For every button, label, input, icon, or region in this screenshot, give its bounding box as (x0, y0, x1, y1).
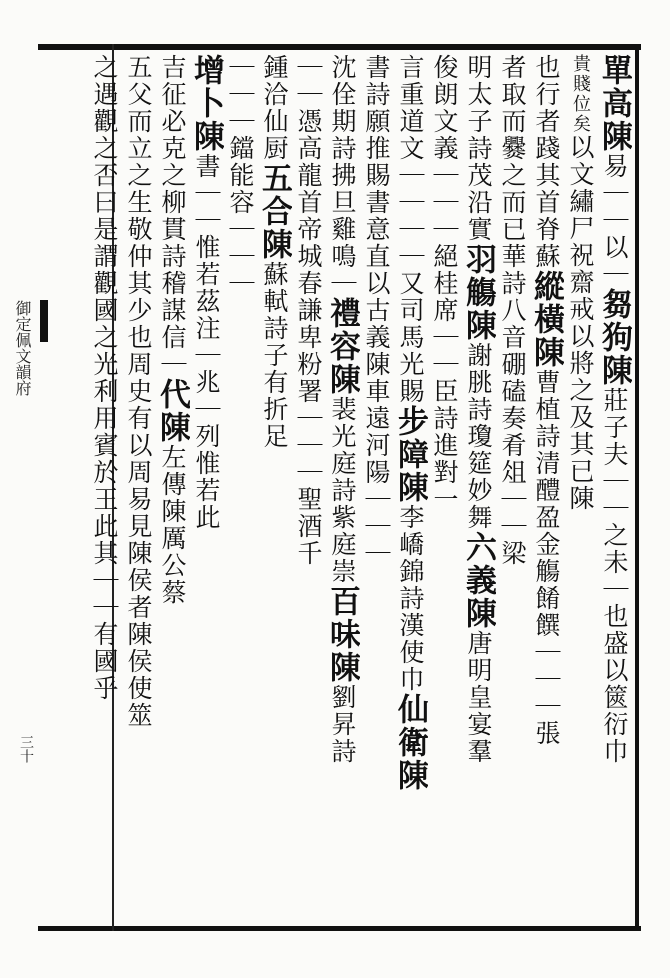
entry-text: 蘇軾詩子有折足 (260, 261, 289, 450)
entry-text: 易｜｜以 (600, 153, 629, 261)
entry-text: 左傳陳厲公蔡 (158, 444, 187, 606)
entry-text: 俊朗文義｜｜｜ (430, 54, 459, 243)
entry-text: 李嶠錦詩漢使巾 (396, 504, 425, 693)
entry-text: 言重道文｜｜｜｜又司馬光賜 (396, 54, 425, 405)
entry-text: 明太子詩茂沿實 (464, 54, 493, 243)
text-column (562, 54, 598, 922)
entry-text: 曹植詩清醴盈金觴餚饌｜｜｜張 (532, 369, 561, 747)
entry-text: 絕桂席｜｜ (430, 243, 459, 378)
entry-text: 者取而爨之而已 (498, 54, 527, 243)
entry-text: 臣詩進對一 (430, 378, 459, 513)
text-column (596, 54, 632, 922)
entry-text: 吉征必克之柳貫詩稽謀信｜ (158, 54, 187, 378)
entry-text: 劉昇詩 (328, 684, 357, 765)
entry-text: 之遇觀之否曰是謂觀國之光利用賓於王此其｜｜有國乎 (90, 54, 119, 702)
entry-heading: 代陳 (154, 378, 190, 444)
text-column (358, 54, 394, 922)
entry-text: 華詩八音硼磕奏肴俎｜｜梁 (498, 243, 527, 567)
entry-text: 裴光庭詩紫庭崇 (328, 396, 357, 585)
entry-heading: 縱橫陳 (528, 270, 564, 369)
entry-text: 書｜｜惟若茲注｜兆｜列惟若此 (192, 153, 221, 531)
entry-text: 書詩願推賜書意直以古義陳 (362, 54, 391, 378)
text-column (222, 54, 258, 922)
entry-heading: 羽觴陳 (460, 243, 496, 342)
right-border-rule (635, 44, 639, 931)
entry-heading: 增卜陳 (188, 54, 224, 153)
entry-text: 車遠河陽｜｜｜ (362, 378, 391, 567)
text-column (290, 54, 326, 922)
entry-text: 謝朓詩瓊筵妙舞 (464, 342, 493, 531)
text-column (154, 54, 190, 922)
entry-text: 沈佺期詩拂旦雞鳴｜ (328, 54, 357, 297)
page-number: 三十 (18, 735, 34, 763)
text-column (188, 54, 224, 922)
entry-heading: 步障陳 (392, 405, 428, 504)
margin-title: 御定佩文韻府 (13, 300, 32, 396)
entry-text: 鐺能容｜｜｜ (226, 135, 255, 297)
entry-heading: 芻狗陳 (596, 288, 632, 387)
entry-text: 五父而立之生敬仲其少也周史有以周易見陳侯者陳侯使筮 (124, 54, 153, 729)
entry-heading: 六義陳 (460, 531, 496, 630)
entry-text: 莊子夫｜｜之未｜也盛以篋衍巾 (600, 387, 629, 765)
entry-text: 聖酒千 (294, 486, 323, 567)
entry-text: 也行者踐其首脊蘇 (532, 54, 561, 270)
entry-text: 謙卑粉署｜｜｜ (294, 297, 323, 486)
entry-heading: 仙衛陳 (392, 693, 428, 792)
entry-heading: 禮容陳 (324, 297, 360, 396)
bottom-border-rule (38, 926, 641, 931)
text-column (324, 54, 360, 922)
text-column (494, 54, 530, 922)
text-column (528, 54, 564, 922)
text-column (120, 54, 156, 922)
top-border-rule (38, 44, 641, 50)
text-column (256, 54, 292, 922)
entry-text: 貴賤位矣 (570, 54, 591, 134)
entry-text: 鍾洽仙厨 (260, 54, 289, 162)
entry-text: ｜｜｜ (226, 54, 255, 135)
text-column (86, 54, 122, 922)
entry-text: 以文繡尸祝齋戒以將之及其已陳 (566, 134, 595, 512)
text-column (392, 54, 428, 922)
entry-heading: 單高陳 (596, 54, 632, 153)
entry-heading: 五合陳 (256, 162, 292, 261)
entry-heading: 百味陳 (324, 585, 360, 684)
entry-text: ｜ (600, 261, 629, 288)
text-column (426, 54, 462, 922)
entry-text: 唐明皇宴羣 (464, 630, 493, 765)
text-column (460, 54, 496, 922)
entry-text: ｜｜憑高龍首帝城春 (294, 54, 323, 297)
margin-block-mark (40, 300, 48, 342)
